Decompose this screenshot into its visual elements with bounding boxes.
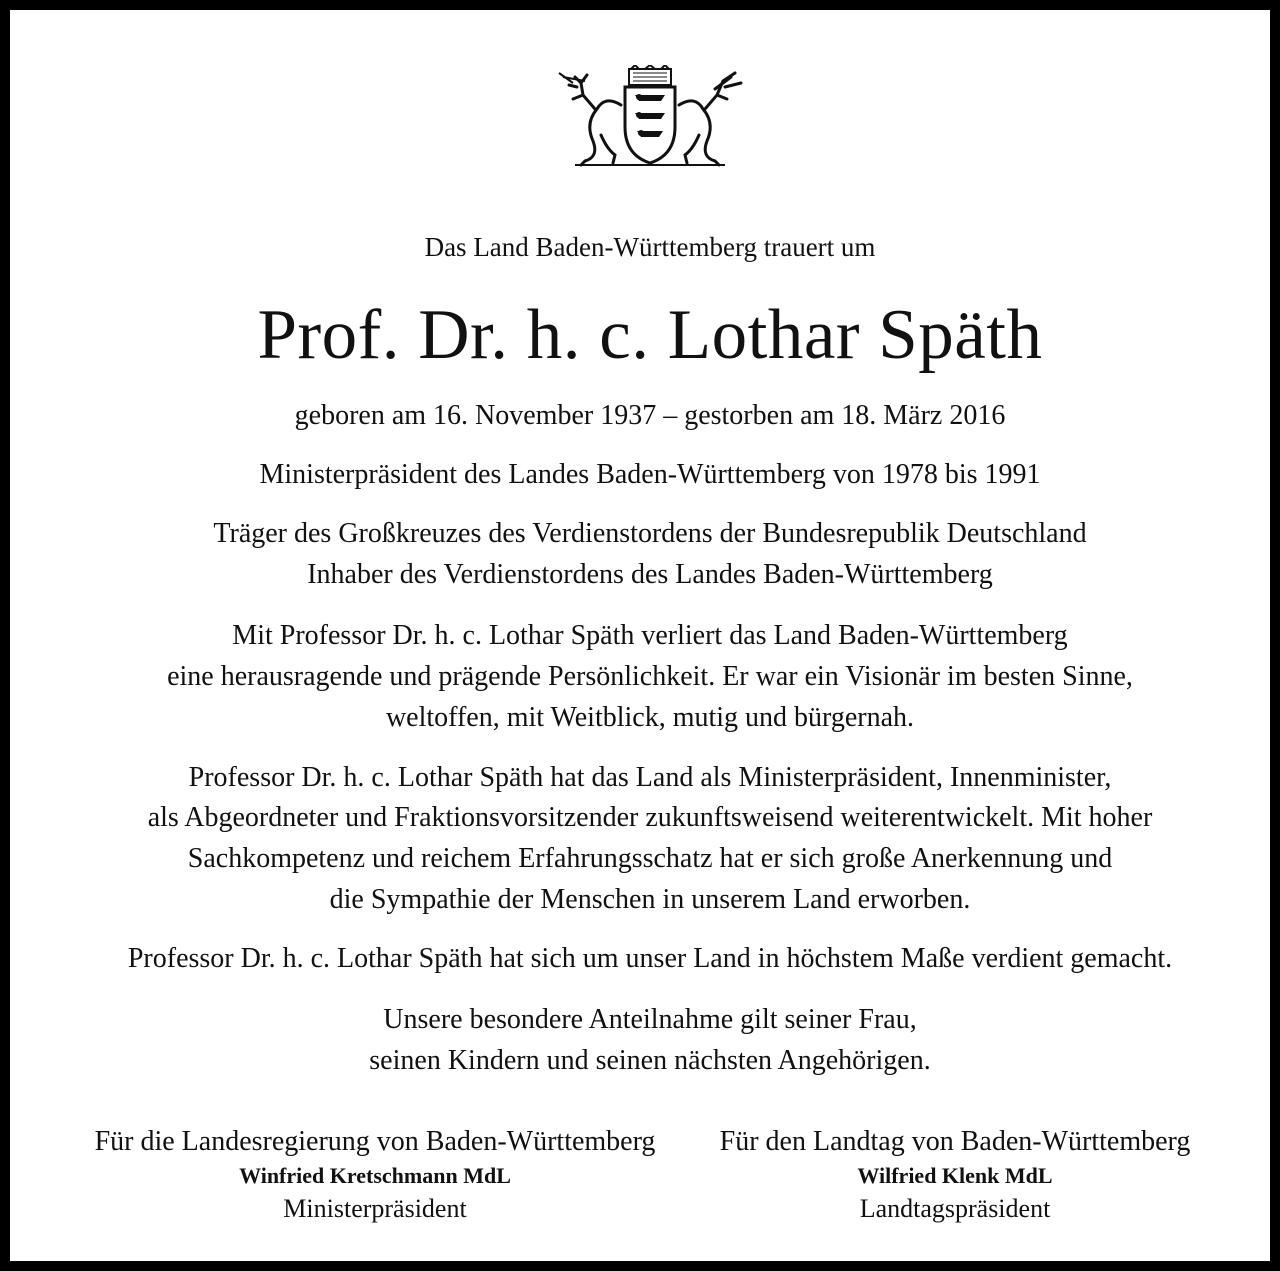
condolence-line: Unsere besondere Anteilnahme gilt seiner Frau, — [383, 1004, 917, 1035]
honor-line: Träger des Großkreuzes des Verdienstordens der Bundesrepublik Deutschland — [213, 518, 1087, 549]
achievement-line: die Sympathie der Menschen in unserem Land erworben. — [329, 884, 971, 915]
office-held: Ministerpräsident des Landes Baden-Württemberg von 1978 bis 1991 — [259, 459, 1041, 490]
coat-of-arms-icon — [555, 65, 745, 167]
signature-institution: Für die Landesregierung von Baden-Württemberg — [94, 1126, 656, 1157]
life-dates: geboren am 16. November 1937 – gestorben am 18. März 2016 — [294, 400, 1006, 431]
signatory-name: Winfried Kretschmann MdL — [239, 1163, 511, 1188]
achievement-line: Professor Dr. h. c. Lothar Späth hat das Land als Ministerpräsident, Innenminister, — [188, 762, 1112, 793]
signatory-role: Landtagspräsident — [859, 1194, 1051, 1223]
mourning-intro: Das Land Baden-Württemberg trauert um — [424, 232, 876, 262]
achievement-line: Sachkompetenz und reichem Erfahrungsschatz hat er sich große Anerkennung und — [187, 843, 1113, 874]
merit-line: Professor Dr. h. c. Lothar Späth hat sich um unser Land in höchstem Maße verdient gemacht. — [127, 943, 1173, 974]
honor-line: Inhaber des Verdienstordens des Landes Baden-Württemberg — [307, 559, 993, 590]
condolence-line: seinen Kindern und seinen nächsten Angehörigen. — [369, 1045, 931, 1076]
tribute-line: eine herausragende und prägende Persönlichkeit. Er war ein Visionär im besten Sinne, — [167, 661, 1133, 692]
deceased-name: Prof. Dr. h. c. Lothar Späth — [257, 296, 1043, 374]
signature-institution: Für den Landtag von Baden-Württemberg — [719, 1126, 1191, 1157]
tribute-line: Mit Professor Dr. h. c. Lothar Späth verliert das Land Baden-Württemberg — [232, 620, 1068, 651]
signatory-name: Wilfried Klenk MdL — [857, 1163, 1053, 1188]
signatory-role: Ministerpräsident — [283, 1194, 467, 1223]
tribute-line: weltoffen, mit Weitblick, mutig und bürgernah. — [385, 702, 915, 733]
achievement-line: als Abgeordneter und Fraktionsvorsitzender zukunftsweisend weiterentwickelt. Mit hoher — [147, 802, 1153, 833]
